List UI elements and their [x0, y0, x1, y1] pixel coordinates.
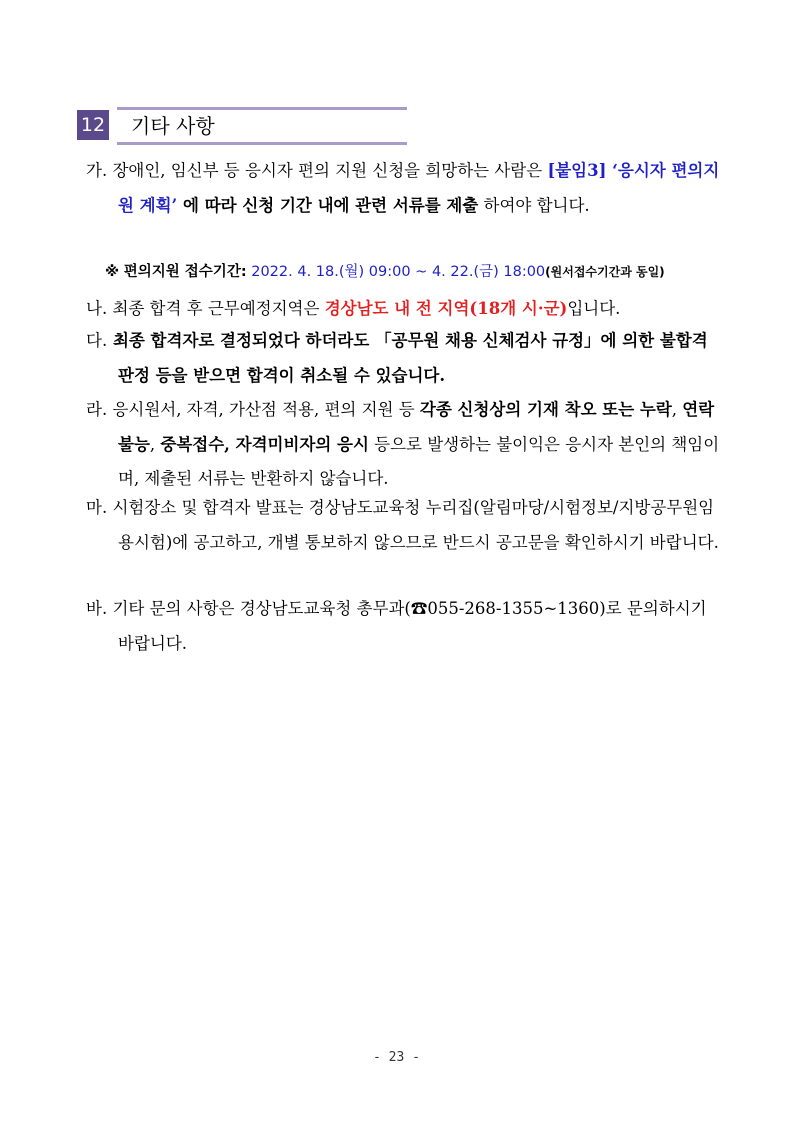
title-top-rule: [117, 107, 407, 110]
item-marker: 나.: [86, 299, 108, 318]
page-number: - 23 -: [373, 1050, 420, 1065]
application-period-note: [105, 261, 665, 283]
list-item-ga: [86, 154, 720, 223]
section-header: [77, 107, 407, 145]
attachment-reference: [붙임3] ‘응시자 편의지원 계획’: [118, 161, 720, 215]
item-text: 시험장소 및 합격자 발표는 경상남도교육청 누리집(알림마당/시험정보/지방공무원임용시험)에 공고하고, 개별 통보하지 않으므로 반드시 공고문을 확인하시기 바랍니다.: [112, 498, 719, 552]
item-text: 기타 문의 사항은 경상남도교육청 총무과(: [112, 599, 411, 618]
list-item-ra: [86, 393, 720, 497]
item-marker: 다.: [86, 331, 108, 350]
item-text: 최종 합격 후 근무예정지역은: [112, 299, 325, 318]
note-label: 편의지원 접수기간:: [123, 264, 247, 280]
phone-icon: ☎: [410, 599, 428, 618]
list-item-da: [86, 324, 720, 393]
note-period: 2022. 4. 18.(월) 09:00 ~ 4. 22.(금) 18:00: [251, 264, 546, 280]
item-text: 입니다.: [567, 299, 621, 318]
section-number-badge: 12: [77, 110, 109, 140]
item-text: 055-268-1355~1360)로 문의하시기 바랍니다.: [118, 599, 707, 653]
item-text: 하여야 합니다.: [483, 195, 590, 215]
item-emphasis: 연락 불능: [118, 400, 715, 454]
item-text: 장애인, 임신부 등 응시자 편의 지원 신청을 희망하는 사람은: [112, 161, 548, 180]
item-text: 등으로 발생하는 불이익은 응시자 본인의 책임이며, 제출된 서류는 반환하지 않습니다.: [118, 434, 720, 488]
item-text: 최종 합격자로 결정되었다 하더라도 「공무원 채용 신체검사 규정」에 의한 불합격 판정 등을 받으면 합격이 취소될 수 있습니다.: [112, 331, 708, 385]
section-title: 기타 사항: [131, 114, 215, 138]
list-item-ma: [86, 491, 720, 560]
item-emphasis: 에 따라 신청 기간 내에 관련 서류를 제출: [177, 195, 479, 215]
list-item-na: [86, 292, 720, 327]
item-emphasis: 중복접수, 자격미비자의 응시: [160, 434, 369, 454]
note-same-period: (원서접수기간과 동일): [545, 265, 665, 279]
list-item-ba: [86, 592, 720, 661]
item-emphasis: 각종 신청상의 기재 착오 또는 누락: [419, 400, 672, 419]
item-marker: 마.: [86, 498, 108, 517]
note-marker: ※: [105, 264, 120, 280]
item-text: 응시원서, 자격, 가산점 적용, 편의 지원 등: [112, 400, 420, 419]
section-title-box: [117, 107, 407, 145]
work-region: 경상남도 내 전 지역(18개 시·군): [324, 299, 568, 318]
item-marker: 가.: [86, 161, 108, 180]
item-text: ,: [671, 400, 683, 419]
item-marker: 바.: [86, 599, 108, 618]
item-text: ,: [149, 434, 161, 454]
title-bottom-rule: [117, 142, 407, 145]
item-marker: 라.: [86, 400, 108, 419]
